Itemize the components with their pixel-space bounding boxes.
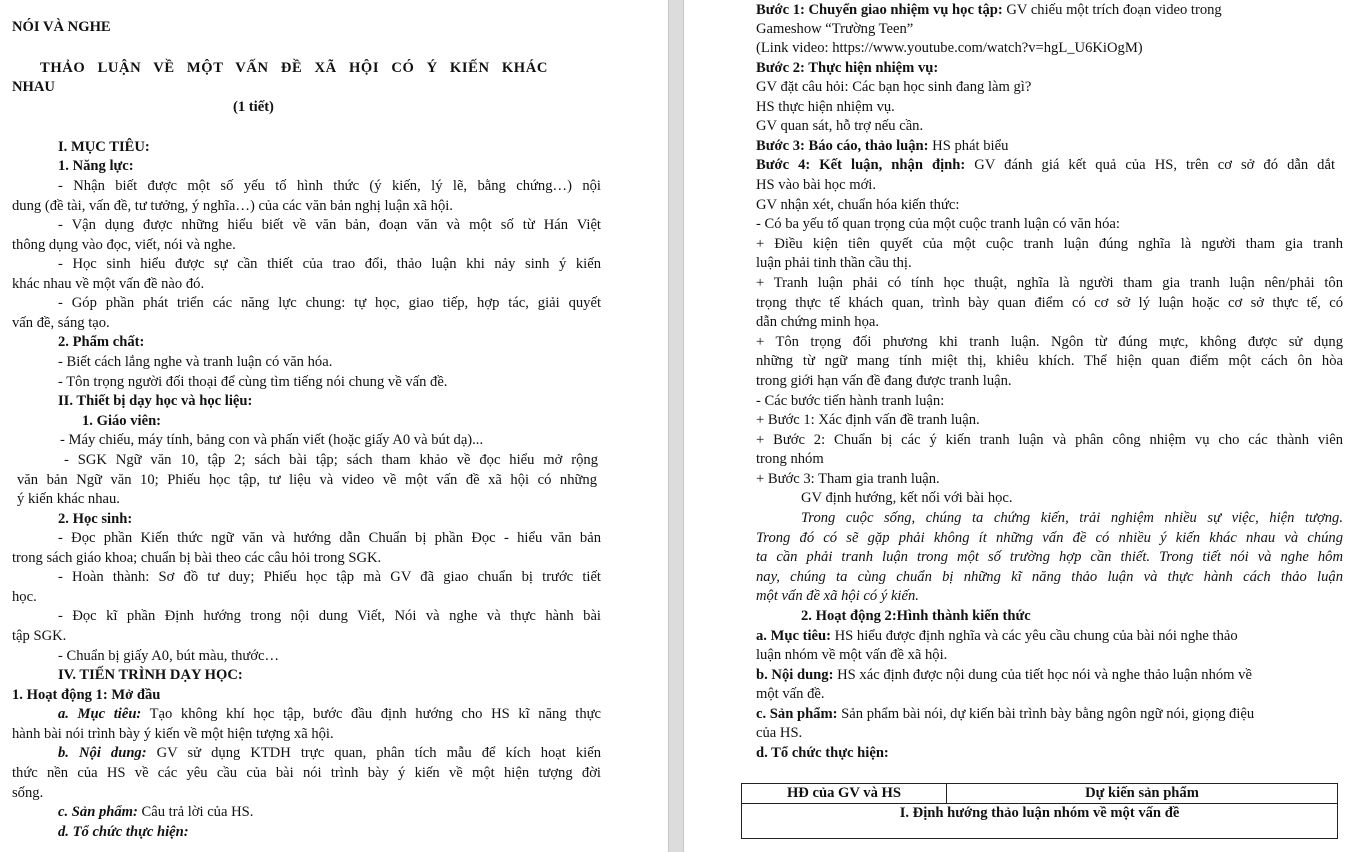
page-gutter bbox=[668, 0, 684, 852]
left-text-line bbox=[12, 275, 204, 294]
text-span: II. Thiết bị dạy học và học liệu: bbox=[58, 393, 253, 409]
text-span: Trong đó có sẽ gặp phải không ít những vấn đề có nhiều ý kiến khác nhau và chúng bbox=[756, 530, 1343, 546]
document-page-left bbox=[0, 0, 668, 852]
text-span: 2. Phẩm chất: bbox=[58, 334, 145, 350]
right-text-line bbox=[801, 607, 1031, 626]
right-text-line bbox=[756, 431, 1343, 450]
right-text-line bbox=[801, 489, 1013, 508]
text-span: I. MỤC TIÊU: bbox=[58, 139, 150, 155]
text-span: GV đánh giá kết quả của HS, trên cơ sở đó dẫn dắt bbox=[965, 157, 1336, 173]
right-text-line bbox=[756, 313, 879, 332]
text-span: (Link video: https://www.youtube.com/watch?v=hgL_U6KiOgM) bbox=[756, 40, 1143, 56]
text-span: luận nhóm về một vấn đề xã hội. bbox=[756, 647, 948, 663]
right-text-line bbox=[756, 724, 802, 743]
text-span: + Tranh luận phải có tính học thuật, nghĩa là người tham gia tranh luận nên/phải tôn bbox=[756, 275, 1343, 291]
text-span: + Điều kiện tiên quyết của một cuộc tranh luận đúng nghĩa là người tham gia tranh bbox=[756, 236, 1343, 252]
text-span: - Chuẩn bị giấy A0, bút màu, thước… bbox=[58, 648, 280, 664]
right-text-line bbox=[756, 666, 1252, 685]
text-span: - Tôn trọng người đối thoại để cùng tìm tiếng nói chung về vấn đề. bbox=[58, 374, 448, 390]
text-span: 2. Hoạt động 2:Hình thành kiến thức bbox=[801, 608, 1031, 624]
left-text-line bbox=[58, 823, 189, 842]
text-span: của HS. bbox=[756, 725, 803, 741]
text-span: 1. Hoạt động 1: Mở đầu bbox=[12, 687, 161, 703]
text-span: GV sử dụng KTDH trực quan, phân tích mẫu để kích hoạt kiến bbox=[146, 745, 601, 761]
text-span: 1. Giáo viên: bbox=[82, 413, 162, 429]
text-span: Gameshow “Trường Teen” bbox=[756, 21, 914, 37]
text-span: HS hiểu được định nghĩa và các yêu cầu chung của bài nói nghe thảo bbox=[830, 628, 1238, 644]
left-text-line bbox=[82, 412, 161, 431]
left-text-line bbox=[58, 647, 279, 666]
text-span: vấn đề, sáng tạo. bbox=[12, 315, 110, 331]
text-span: học. bbox=[12, 589, 37, 605]
text-span: HS vào bài học mới. bbox=[756, 177, 876, 193]
text-span: tập SGK. bbox=[12, 628, 67, 644]
text-span: - Nhận biết được một số yếu tố hình thức (ý kiến, lý lẽ, bằng chứng…) nội bbox=[58, 178, 601, 194]
right-text-line bbox=[756, 196, 959, 215]
text-span: dung (đề tài, vấn đề, tư tưởng, ý nghĩa…) của các văn bản nghị luận xã hội. bbox=[12, 198, 453, 214]
left-text-line bbox=[12, 197, 453, 216]
text-span: trong sách giáo khoa; chuẩn bị bài theo các câu hỏi trong SGK. bbox=[12, 550, 382, 566]
right-text-line bbox=[756, 39, 1143, 58]
right-text-line bbox=[756, 627, 1238, 646]
left-text-line bbox=[12, 549, 381, 568]
right-text-line bbox=[756, 215, 1120, 234]
text-span: + Bước 3: Tham gia tranh luận. bbox=[756, 471, 940, 487]
text-span: + Bước 2: Chuẩn bị các ý kiến tranh luận và phân công nhiệm vụ cho các thành viên bbox=[756, 432, 1343, 448]
right-text-line bbox=[756, 235, 1343, 254]
right-text-line bbox=[756, 587, 919, 606]
left-text-line bbox=[58, 373, 447, 392]
left-text-line bbox=[58, 510, 132, 529]
text-span: 1. Năng lực: bbox=[58, 158, 134, 174]
text-span: trọng thực tế khách quan, trình bày quan điểm có cơ sở lý luận hoặc cơ sở thực tế, có bbox=[756, 295, 1343, 311]
left-text-line bbox=[58, 294, 601, 313]
right-text-line bbox=[756, 744, 889, 763]
text-span: một vấn đề. bbox=[756, 686, 825, 702]
text-span: - Máy chiếu, máy tính, bảng con và phấn viết (hoặc giấy A0 và bút dạ)... bbox=[60, 432, 484, 448]
text-span: ý kiến khác nhau. bbox=[17, 491, 120, 507]
text-span: - Đọc kĩ phần Định hướng trong nội dung Viết, Nói và nghe và thực hành bài bbox=[58, 608, 601, 624]
text-span: luận phải tinh thần cầu thị. bbox=[756, 255, 912, 271]
text-span: trong giới hạn vấn đề đang được tranh luận. bbox=[756, 373, 1012, 389]
right-text-line bbox=[756, 685, 825, 704]
activity-table bbox=[741, 783, 1338, 839]
left-text-line bbox=[12, 18, 111, 37]
left-text-line bbox=[12, 784, 43, 803]
text-span: hành bài nói trình bày ý kiến về một hiện tượng xã hội. bbox=[12, 726, 334, 742]
right-text-line bbox=[756, 274, 1343, 293]
text-span: khác nhau về một vấn đề nào đó. bbox=[12, 276, 205, 292]
right-text-line bbox=[756, 392, 944, 411]
text-span: Tạo không khí học tập, bước đầu định hướng cho HS kĩ năng thực bbox=[141, 706, 601, 722]
right-text-line bbox=[756, 98, 895, 117]
text-span: dẫn chứng minh họa. bbox=[756, 314, 880, 330]
text-span: b. Nội dung: bbox=[58, 745, 147, 761]
text-span: GV định hướng, kết nối với bài học. bbox=[801, 490, 1013, 506]
right-text-line bbox=[756, 705, 1254, 724]
text-span: a. Mục tiêu: bbox=[756, 628, 831, 644]
right-text-line bbox=[756, 294, 1343, 313]
text-span: Câu trả lời của HS. bbox=[137, 804, 254, 820]
document-page-right bbox=[684, 0, 1350, 852]
text-span: một vấn đề xã hội có ý kiến. bbox=[756, 588, 919, 604]
text-span: Sản phẩm bài nói, dự kiến bài trình bày bằng ngôn ngữ nói, giọng điệu bbox=[837, 706, 1255, 722]
right-text-line bbox=[756, 529, 1343, 548]
text-span: - Biết cách lắng nghe và tranh luận có văn hóa. bbox=[58, 354, 333, 370]
right-text-line bbox=[756, 176, 876, 195]
text-span: b. Nội dung: bbox=[756, 667, 834, 683]
left-text-line bbox=[17, 490, 120, 509]
left-text-line bbox=[58, 157, 134, 176]
right-text-line bbox=[756, 372, 1012, 391]
text-span: (1 tiết) bbox=[233, 99, 274, 115]
right-text-line bbox=[756, 137, 1008, 156]
text-span: Bước 1: Chuyển giao nhiệm vụ học tập: bbox=[756, 2, 1003, 18]
left-text-line bbox=[12, 588, 37, 607]
text-span: Bước 4: Kết luận, nhận định: bbox=[756, 157, 966, 173]
text-span: - Vận dụng được những hiểu biết về văn bản, đoạn văn và một số từ Hán Việt bbox=[58, 217, 601, 233]
right-text-line bbox=[801, 509, 1343, 528]
table-row-orientation: I. Định hướng thảo luận nhóm về một vấn đề bbox=[742, 804, 1338, 839]
right-text-line bbox=[756, 548, 1343, 567]
right-text-line bbox=[756, 333, 1343, 352]
left-text-line bbox=[12, 236, 236, 255]
text-span: GV đặt câu hỏi: Các bạn học sinh đang làm gì? bbox=[756, 79, 1032, 95]
right-text-line bbox=[756, 117, 923, 136]
text-span: văn bản Ngữ văn 10; Phiếu học tập, tư liệu và video về một vấn đề xã hội có những bbox=[17, 472, 597, 488]
text-span: c. Sản phẩm: bbox=[58, 804, 138, 820]
text-span: THẢO LUẬN VỀ MỘT VẤN ĐỀ XÃ HỘI CÓ Ý KIẾN KHÁC bbox=[40, 60, 548, 76]
right-text-line bbox=[756, 450, 824, 469]
left-text-line bbox=[58, 568, 601, 587]
right-text-line bbox=[756, 254, 912, 273]
right-text-line bbox=[756, 156, 1335, 175]
text-span: thức nền của HS về các yêu cầu của bài nói trình bày ý kiến về một hiện tượng đời bbox=[12, 765, 601, 781]
right-text-line bbox=[756, 568, 1343, 587]
text-span: GV quan sát, hỗ trợ nếu cần. bbox=[756, 118, 924, 134]
left-text-line bbox=[58, 607, 601, 626]
left-text-line bbox=[12, 627, 66, 646]
right-text-line bbox=[756, 20, 913, 39]
text-span: - Học sinh hiểu được sự cần thiết của trao đổi, thảo luận khi nảy sinh ý kiến bbox=[58, 256, 601, 272]
text-span: HS phát biểu bbox=[928, 138, 1009, 154]
text-span: sống. bbox=[12, 785, 44, 801]
right-text-line bbox=[756, 646, 947, 665]
text-span: ta cần phải tranh luận trong một số trường hợp cần thiết. Trong tiết nói và nghe hôm bbox=[756, 549, 1343, 565]
text-span: HS xác định được nội dung của tiết học nói và nghe thảo luận nhóm về bbox=[833, 667, 1252, 683]
text-span: Bước 2: Thực hiện nhiệm vụ: bbox=[756, 60, 939, 76]
table-header-expected-product: Dự kiến sản phẩm bbox=[947, 784, 1338, 804]
text-span: NHAU bbox=[12, 79, 55, 95]
left-text-line bbox=[58, 333, 144, 352]
text-span: - Đọc phần Kiến thức ngữ văn và hướng dẫn Chuẩn bị phần Đọc - hiểu văn bản bbox=[58, 530, 601, 546]
text-span: trong nhóm bbox=[756, 451, 824, 467]
text-span: những từ ngữ mang tính miệt thị, khiêu khích. Thể hiện quan điểm một cách ôn hòa bbox=[756, 353, 1343, 369]
left-text-line bbox=[12, 686, 160, 705]
text-span: HS thực hiện nhiệm vụ. bbox=[756, 99, 895, 115]
text-span: GV nhận xét, chuẩn hóa kiến thức: bbox=[756, 197, 960, 213]
text-span: IV. TIẾN TRÌNH DẠY HỌC: bbox=[58, 667, 243, 683]
left-text-line bbox=[233, 98, 274, 117]
left-text-line bbox=[58, 177, 601, 196]
left-text-line bbox=[12, 78, 55, 97]
right-text-line bbox=[756, 78, 1031, 97]
left-text-line bbox=[40, 59, 548, 78]
left-text-line bbox=[12, 764, 601, 783]
text-span: Trong cuộc sống, chúng ta chứng kiến, trải nghiệm nhiều sự việc, hiện tượng. bbox=[801, 510, 1343, 526]
text-span: - SGK Ngữ văn 10, tập 2; sách bài tập; sách tham khảo về đọc hiểu mở rộng bbox=[64, 452, 598, 468]
text-span: - Có ba yếu tố quan trọng của một cuộc tranh luận có văn hóa: bbox=[756, 216, 1120, 232]
text-span: GV chiếu một trích đoạn video trong bbox=[1002, 2, 1222, 18]
left-text-line bbox=[58, 138, 150, 157]
left-text-line bbox=[58, 529, 601, 548]
text-span: - Góp phần phát triển các năng lực chung: tự học, giao tiếp, hợp tác, giải quyết bbox=[58, 295, 601, 311]
left-text-line bbox=[58, 744, 601, 763]
right-text-line bbox=[756, 411, 980, 430]
left-text-line bbox=[60, 431, 483, 450]
left-text-line bbox=[12, 725, 334, 744]
text-span: d. Tổ chức thực hiện: bbox=[756, 745, 889, 761]
left-text-line bbox=[58, 705, 601, 724]
text-span: - Hoàn thành: Sơ đồ tư duy; Phiếu học tập mà GV đã giao chuẩn bị trước tiết bbox=[58, 569, 601, 585]
left-text-line bbox=[58, 255, 601, 274]
right-text-line bbox=[756, 1, 1222, 20]
text-span: c. Sản phẩm: bbox=[756, 706, 838, 722]
left-text-line bbox=[58, 353, 332, 372]
text-span: 2. Học sinh: bbox=[58, 511, 133, 527]
text-span: a. Mục tiêu: bbox=[58, 706, 142, 722]
left-text-line bbox=[12, 314, 110, 333]
left-text-line bbox=[58, 392, 252, 411]
text-span: nay, chúng ta cùng chuẩn bị những kĩ năng thảo luận và thực hành cách thảo luận bbox=[756, 569, 1343, 585]
right-text-line bbox=[756, 470, 940, 489]
text-span: NÓI VÀ NGHE bbox=[12, 19, 111, 35]
text-span: + Tôn trọng đối phương khi tranh luận. Ngôn từ đúng mực, không được sử dụng bbox=[756, 334, 1343, 350]
left-text-line bbox=[64, 451, 598, 470]
text-span: - Các bước tiến hành tranh luận: bbox=[756, 393, 945, 409]
text-span: thông dụng vào đọc, viết, nói và nghe. bbox=[12, 237, 236, 253]
text-span: + Bước 1: Xác định vấn đề tranh luận. bbox=[756, 412, 980, 428]
table-header-teacher-student: HĐ của GV và HS bbox=[742, 784, 947, 804]
right-text-line bbox=[756, 352, 1343, 371]
left-text-line bbox=[58, 666, 243, 685]
text-span: Bước 3: Báo cáo, thảo luận: bbox=[756, 138, 929, 154]
left-text-line bbox=[58, 803, 253, 822]
text-span: d. Tổ chức thực hiện: bbox=[58, 824, 189, 840]
left-text-line bbox=[17, 471, 597, 490]
left-text-line bbox=[58, 216, 601, 235]
right-text-line bbox=[756, 59, 938, 78]
